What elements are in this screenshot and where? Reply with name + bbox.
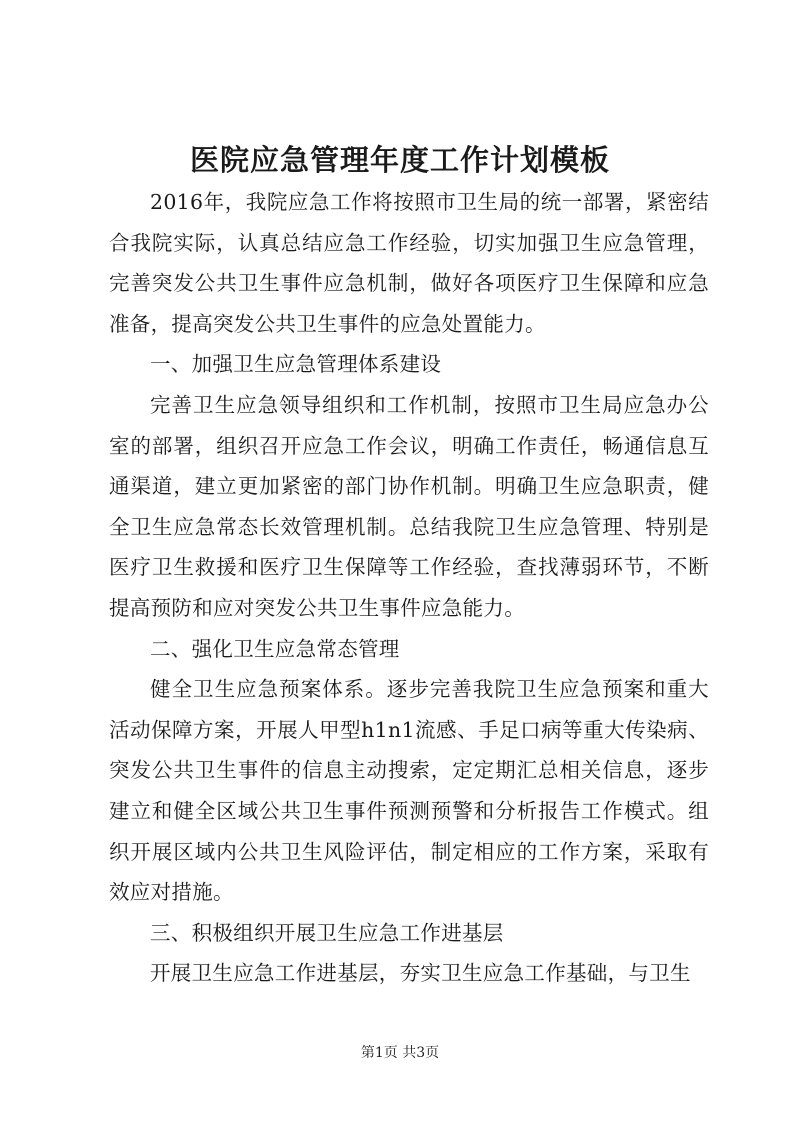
intro-paragraph: 2016年，我院应急工作将按照市卫生局的统一部署，紧密结合我院实际，认真总结应急工作经验，切实加强卫生应急管理，完善突发公共卫生事件应急机制，做好各项医疗卫生保障和应急准备，提高突发公共卫生事件的应急处置能力。 [109, 190, 709, 336]
document-title: 医院应急管理年度工作计划模板 [189, 143, 610, 177]
section-paragraph-3: 开展卫生应急工作进基层，夯实卫生应急工作基础，与卫生 [150, 961, 691, 986]
section-heading-2: 二、强化卫生应急常态管理 [150, 636, 400, 661]
section-paragraph-1: 完善卫生应急领导组织和工作机制，按照市卫生局应急办公室的部署，组织召开应急工作会议，明确工作责任，畅通信息互通渠道，建立更加紧密的部门协作机制。明确卫生应急职责，健全卫生应急常态长效管理机制。总结我院卫生应急管理、特别是医疗卫生救援和医疗卫生保障等工作经验，查找薄弱环节，不断提高预防和应对突发公共卫生事件应急能力。 [109, 392, 709, 620]
section-paragraph-2: 健全卫生应急预案体系。逐步完善我院卫生应急预案和重大活动保障方案，开展人甲型h1n1流感、手足口病等重大传染病、突发公共卫生事件的信息主动搜索，定定期汇总相关信息，逐步建立和健全区域公共卫生事件预测预警和分析报告工作模式。组织开展区域内公共卫生风险评估，制定相应的工作方案，采取有效应对措施。 [109, 677, 709, 905]
page-footer: 第1页 共3页 [360, 1045, 440, 1061]
document-body [109, 182, 709, 994]
section-heading-1: 一、加强卫生应急管理体系建设 [150, 352, 442, 377]
section-heading-3: 三、积极组织开展卫生应急工作进基层 [150, 920, 504, 945]
